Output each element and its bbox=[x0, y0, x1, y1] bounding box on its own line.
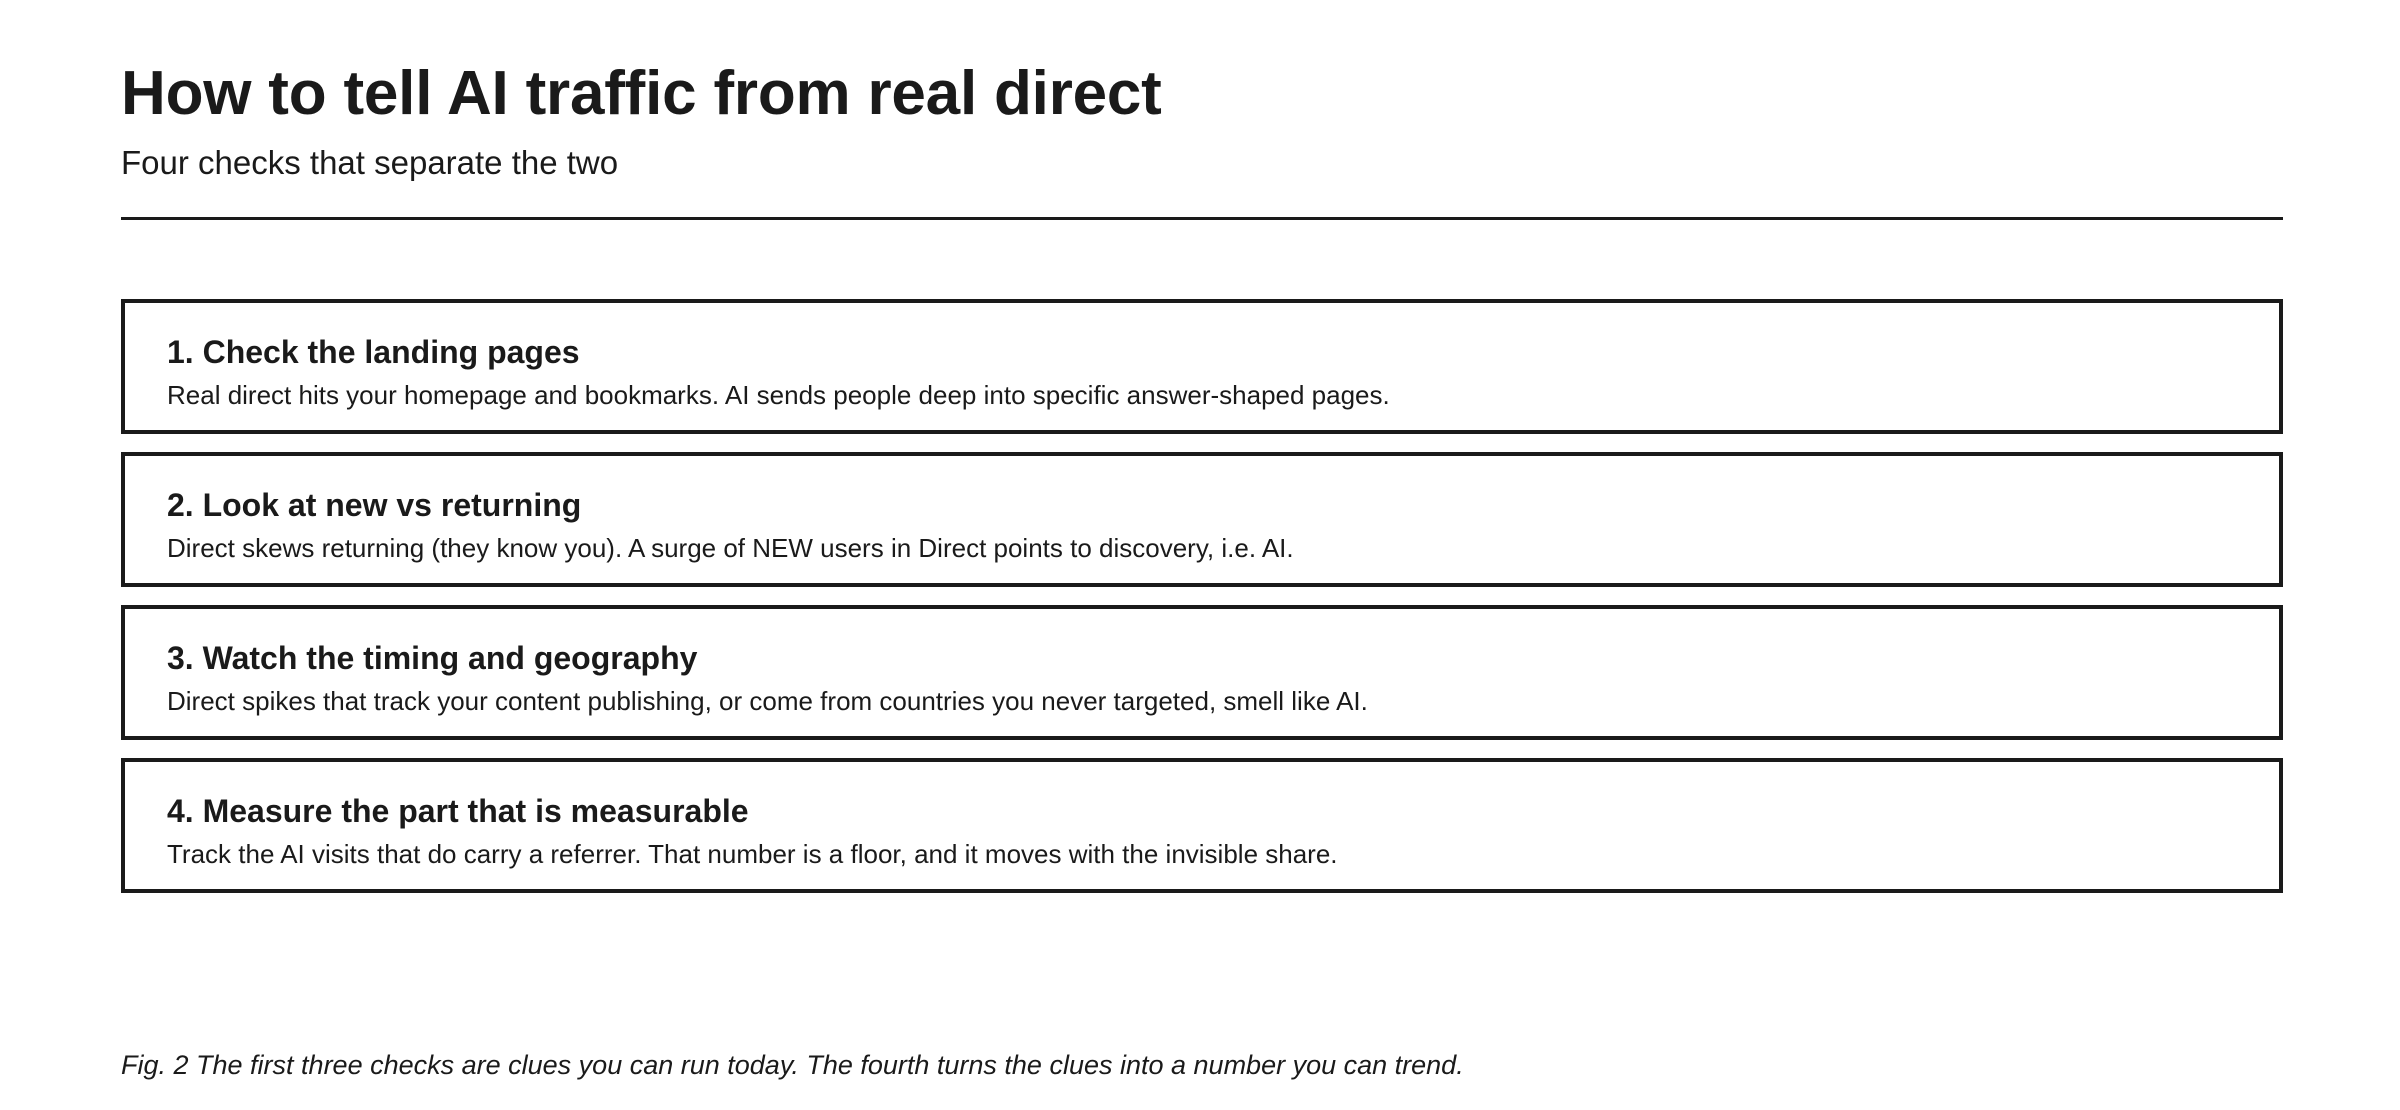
check-description: Track the AI visits that do carry a referrer. That number is a floor, and it moves with the invisible share. bbox=[167, 839, 1338, 869]
check-card-new-vs-returning bbox=[121, 452, 2283, 587]
page-subtitle: Four checks that separate the two bbox=[121, 144, 619, 181]
check-card-landing-pages bbox=[121, 299, 2283, 434]
check-description: Direct spikes that track your content publishing, or come from countries you never targeted, smell like AI. bbox=[167, 686, 1368, 716]
page-title: How to tell AI traffic from real direct bbox=[121, 59, 1162, 128]
check-title: 2. Look at new vs returning bbox=[167, 487, 582, 523]
check-card-timing-geography bbox=[121, 605, 2283, 740]
check-title: 3. Watch the timing and geography bbox=[167, 640, 698, 676]
check-description: Real direct hits your homepage and bookmarks. AI sends people deep into specific answer-shaped pages. bbox=[167, 380, 1390, 410]
check-description: Direct skews returning (they know you). A surge of NEW users in Direct points to discovery, i.e. AI. bbox=[167, 533, 1294, 563]
check-card-measurable-part bbox=[121, 758, 2283, 893]
figure-caption: Fig. 2 The first three checks are clues you can run today. The fourth turns the clues into a number you can trend. bbox=[121, 1050, 1464, 1080]
check-title: 4. Measure the part that is measurable bbox=[167, 793, 749, 829]
checks-list bbox=[121, 299, 2283, 911]
figure bbox=[121, 0, 2283, 1110]
header-divider bbox=[121, 217, 2283, 220]
check-title: 1. Check the landing pages bbox=[167, 334, 580, 370]
